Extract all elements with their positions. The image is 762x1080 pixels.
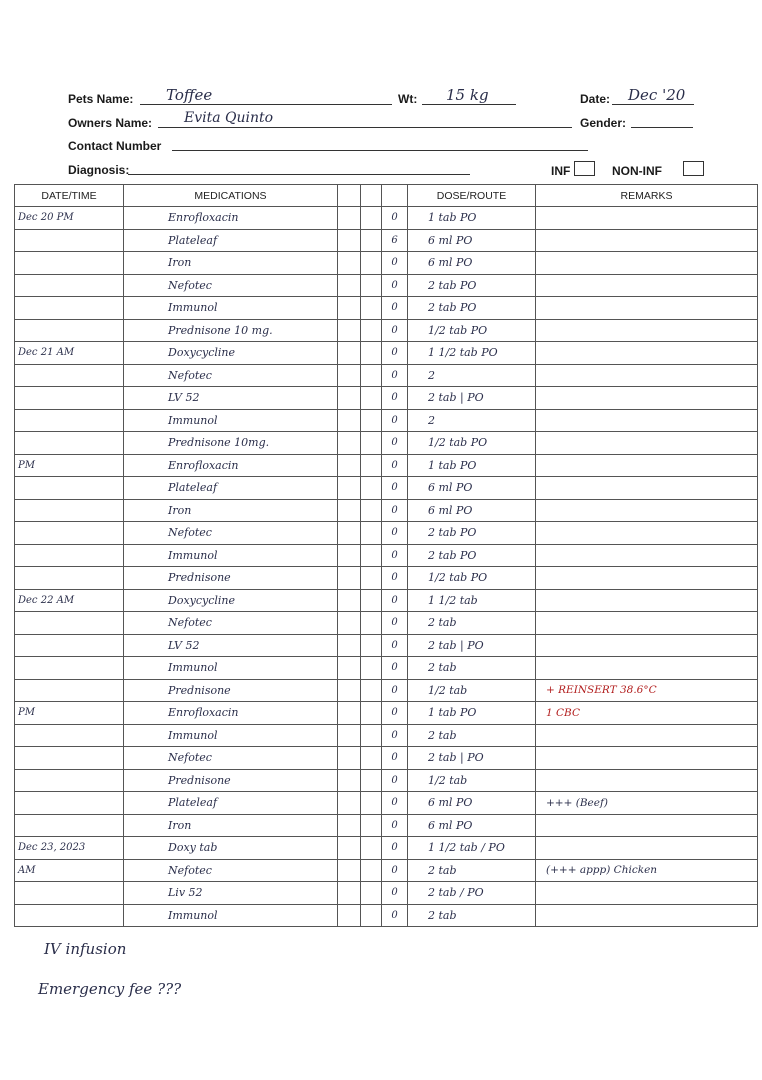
medication-cell[interactable]: Liv 52 xyxy=(124,882,338,905)
date-value[interactable]: Dec '20 xyxy=(628,86,686,104)
spacer-cell[interactable] xyxy=(338,589,361,612)
given-mark-cell[interactable]: 0 xyxy=(382,679,408,702)
non-inf-label: NON-INF xyxy=(612,164,662,178)
spacer-cell[interactable] xyxy=(361,229,382,252)
table-row xyxy=(15,252,758,275)
given-mark-cell[interactable]: 0 xyxy=(382,499,408,522)
medication-cell[interactable]: Iron xyxy=(124,499,338,522)
header-dose-route: DOSE/ROUTE xyxy=(408,185,536,207)
date-time-cell[interactable] xyxy=(15,319,124,342)
owners-name-value[interactable]: Evita Quinto xyxy=(184,110,274,126)
date-time-cell[interactable] xyxy=(15,432,124,455)
date-time-cell[interactable] xyxy=(15,882,124,905)
date-time-cell[interactable]: Dec 22 AM xyxy=(15,589,124,612)
date-time-cell[interactable]: AM xyxy=(15,859,124,882)
spacer-cell[interactable] xyxy=(338,567,361,590)
remarks-cell[interactable] xyxy=(536,769,758,792)
medication-cell[interactable]: LV 52 xyxy=(124,387,338,410)
table-body xyxy=(15,207,758,927)
remarks-cell[interactable]: 1 CBC xyxy=(536,702,758,725)
spacer-cell[interactable] xyxy=(338,769,361,792)
dose-route-cell[interactable]: 1/2 tab PO xyxy=(408,567,536,590)
given-mark-cell[interactable]: 0 xyxy=(382,904,408,927)
given-mark-cell[interactable]: 0 xyxy=(382,612,408,635)
dose-route-cell[interactable]: 1 1/2 tab / PO xyxy=(408,837,536,860)
gender-label: Gender: xyxy=(580,116,627,130)
remarks-cell[interactable] xyxy=(536,409,758,432)
remarks-cell[interactable] xyxy=(536,342,758,365)
given-mark-cell[interactable]: 0 xyxy=(382,319,408,342)
spacer-cell[interactable] xyxy=(361,567,382,590)
spacer-cell[interactable] xyxy=(361,904,382,927)
medication-cell[interactable]: Immunol xyxy=(124,297,338,320)
medication-cell[interactable]: Immunol xyxy=(124,657,338,680)
dose-route-cell[interactable]: 6 ml PO xyxy=(408,814,536,837)
date-time-cell[interactable] xyxy=(15,769,124,792)
spacer-cell[interactable] xyxy=(338,342,361,365)
spacer-cell[interactable] xyxy=(361,319,382,342)
dose-route-cell[interactable]: 6 ml PO xyxy=(408,477,536,500)
spacer-cell[interactable] xyxy=(338,882,361,905)
spacer-cell[interactable] xyxy=(338,409,361,432)
diagnosis-line xyxy=(128,174,470,175)
given-mark-cell[interactable]: 0 xyxy=(382,702,408,725)
medication-cell[interactable]: Plateleaf xyxy=(124,792,338,815)
medication-sheet xyxy=(14,184,758,927)
spacer-cell[interactable] xyxy=(338,207,361,230)
medication-cell[interactable]: Immunol xyxy=(124,409,338,432)
table-row xyxy=(15,409,758,432)
pets-name-value[interactable]: Toffee xyxy=(166,86,213,104)
date-time-cell[interactable]: PM xyxy=(15,702,124,725)
note-emergency-fee: Emergency fee ??? xyxy=(38,980,182,998)
table-row xyxy=(15,634,758,657)
dose-route-cell[interactable]: 6 ml PO xyxy=(408,252,536,275)
spacer-cell[interactable] xyxy=(338,837,361,860)
date-time-cell[interactable] xyxy=(15,499,124,522)
given-mark-cell[interactable]: 0 xyxy=(382,477,408,500)
date-time-cell[interactable]: Dec 23, 2023 xyxy=(15,837,124,860)
dose-route-cell[interactable]: 2 tab xyxy=(408,724,536,747)
table-row xyxy=(15,612,758,635)
spacer-cell[interactable] xyxy=(338,319,361,342)
medication-cell[interactable]: Prednisone 10mg. xyxy=(124,432,338,455)
weight-label: Wt: xyxy=(398,92,418,106)
dose-route-cell[interactable]: 2 xyxy=(408,364,536,387)
note-iv-infusion: IV infusion xyxy=(44,940,127,958)
table-header-row xyxy=(15,185,758,207)
remarks-cell[interactable] xyxy=(536,724,758,747)
given-mark-cell[interactable]: 0 xyxy=(382,387,408,410)
spacer-cell[interactable] xyxy=(338,274,361,297)
remarks-cell[interactable] xyxy=(536,747,758,770)
date-time-cell[interactable] xyxy=(15,252,124,275)
medication-cell[interactable]: Nefotec xyxy=(124,859,338,882)
spacer-cell[interactable] xyxy=(338,297,361,320)
table-row xyxy=(15,904,758,927)
spacer-cell[interactable] xyxy=(361,724,382,747)
date-time-cell[interactable] xyxy=(15,679,124,702)
dose-route-cell[interactable]: 1/2 tab PO xyxy=(408,432,536,455)
table-row xyxy=(15,859,758,882)
spacer-cell[interactable] xyxy=(338,477,361,500)
dose-route-cell[interactable]: 2 tab | PO xyxy=(408,387,536,410)
spacer-cell[interactable] xyxy=(361,747,382,770)
header-date-time: DATE/TIME xyxy=(15,185,124,207)
table-row xyxy=(15,769,758,792)
table-row xyxy=(15,274,758,297)
table-row xyxy=(15,297,758,320)
spacer-cell[interactable] xyxy=(361,342,382,365)
table-row xyxy=(15,567,758,590)
table-row xyxy=(15,724,758,747)
remarks-cell[interactable] xyxy=(536,904,758,927)
table-row xyxy=(15,589,758,612)
header-spacer-2 xyxy=(361,185,382,207)
given-mark-cell[interactable]: 0 xyxy=(382,814,408,837)
pets-name-line xyxy=(140,104,392,105)
remarks-cell[interactable] xyxy=(536,207,758,230)
inf-label: INF xyxy=(551,164,571,178)
pets-name-label: Pets Name: xyxy=(68,92,134,106)
table-row xyxy=(15,342,758,365)
spacer-cell[interactable] xyxy=(361,814,382,837)
spacer-cell[interactable] xyxy=(361,634,382,657)
medication-cell[interactable]: Nefotec xyxy=(124,612,338,635)
given-mark-cell[interactable]: 0 xyxy=(382,769,408,792)
spacer-cell[interactable] xyxy=(338,454,361,477)
table-row xyxy=(15,477,758,500)
remarks-cell[interactable] xyxy=(536,882,758,905)
table-row xyxy=(15,319,758,342)
owners-name-label: Owners Name: xyxy=(68,116,153,130)
spacer-cell[interactable] xyxy=(361,432,382,455)
given-mark-cell[interactable]: 0 xyxy=(382,454,408,477)
spacer-cell[interactable] xyxy=(361,207,382,230)
dose-route-cell[interactable]: 1/2 tab PO xyxy=(408,319,536,342)
remarks-cell[interactable]: + REINSERT 38.6°C xyxy=(536,679,758,702)
table-row xyxy=(15,454,758,477)
spacer-cell[interactable] xyxy=(338,679,361,702)
header-medications: MEDICATIONS xyxy=(124,185,338,207)
given-mark-cell[interactable]: 0 xyxy=(382,522,408,545)
given-mark-cell[interactable]: 0 xyxy=(382,432,408,455)
non-inf-checkbox[interactable] xyxy=(683,161,704,176)
given-mark-cell[interactable]: 0 xyxy=(382,274,408,297)
remarks-cell[interactable] xyxy=(536,364,758,387)
remarks-cell[interactable] xyxy=(536,634,758,657)
given-mark-cell[interactable]: 0 xyxy=(382,252,408,275)
dose-route-cell[interactable]: 2 xyxy=(408,409,536,432)
medication-cell[interactable]: Prednisone xyxy=(124,679,338,702)
table-row xyxy=(15,432,758,455)
medication-cell[interactable]: Immunol xyxy=(124,724,338,747)
spacer-cell[interactable] xyxy=(361,702,382,725)
medication-cell[interactable]: Doxycycline xyxy=(124,589,338,612)
dose-route-cell[interactable]: 1 tab PO xyxy=(408,454,536,477)
remarks-cell[interactable] xyxy=(536,814,758,837)
medication-cell[interactable]: Immunol xyxy=(124,544,338,567)
header-remarks: REMARKS xyxy=(536,185,758,207)
dose-route-cell[interactable]: 2 tab PO xyxy=(408,544,536,567)
remarks-cell[interactable] xyxy=(536,229,758,252)
remarks-cell[interactable] xyxy=(536,454,758,477)
table-row xyxy=(15,792,758,815)
dose-route-cell[interactable]: 6 ml PO xyxy=(408,792,536,815)
date-time-cell[interactable] xyxy=(15,544,124,567)
inf-checkbox[interactable] xyxy=(574,161,595,176)
remarks-cell[interactable] xyxy=(536,477,758,500)
date-time-cell[interactable] xyxy=(15,904,124,927)
table-row xyxy=(15,747,758,770)
spacer-cell[interactable] xyxy=(338,499,361,522)
dose-route-cell[interactable]: 2 tab | PO xyxy=(408,634,536,657)
medication-cell[interactable]: Prednisone 10 mg. xyxy=(124,319,338,342)
medication-cell[interactable]: Nefotec xyxy=(124,522,338,545)
owners-name-line xyxy=(158,127,572,128)
date-time-cell[interactable] xyxy=(15,409,124,432)
spacer-cell[interactable] xyxy=(338,612,361,635)
spacer-cell[interactable] xyxy=(361,544,382,567)
date-time-cell[interactable]: Dec 21 AM xyxy=(15,342,124,365)
medication-cell[interactable]: Plateleaf xyxy=(124,229,338,252)
spacer-cell[interactable] xyxy=(338,432,361,455)
spacer-cell[interactable] xyxy=(338,747,361,770)
table-row xyxy=(15,387,758,410)
remarks-cell[interactable] xyxy=(536,567,758,590)
remarks-cell[interactable] xyxy=(536,252,758,275)
dose-route-cell[interactable]: 2 tab xyxy=(408,657,536,680)
dose-route-cell[interactable]: 2 tab / PO xyxy=(408,882,536,905)
medication-cell[interactable]: Nefotec xyxy=(124,364,338,387)
medication-cell[interactable]: Enrofloxacin xyxy=(124,207,338,230)
date-time-cell[interactable] xyxy=(15,229,124,252)
medication-cell[interactable]: Enrofloxacin xyxy=(124,454,338,477)
given-mark-cell[interactable]: 0 xyxy=(382,792,408,815)
spacer-cell[interactable] xyxy=(361,837,382,860)
dose-route-cell[interactable]: 1 1/2 tab xyxy=(408,589,536,612)
given-mark-cell[interactable]: 0 xyxy=(382,859,408,882)
table-row xyxy=(15,499,758,522)
medication-cell[interactable]: Iron xyxy=(124,252,338,275)
contact-number-label: Contact Number xyxy=(68,139,162,153)
remarks-cell[interactable] xyxy=(536,544,758,567)
given-mark-cell[interactable]: 0 xyxy=(382,724,408,747)
date-time-cell[interactable] xyxy=(15,364,124,387)
spacer-cell[interactable] xyxy=(361,499,382,522)
given-mark-cell[interactable]: 0 xyxy=(382,207,408,230)
given-mark-cell[interactable]: 0 xyxy=(382,567,408,590)
remarks-cell[interactable] xyxy=(536,657,758,680)
spacer-cell[interactable] xyxy=(361,364,382,387)
dose-route-cell[interactable]: 2 tab PO xyxy=(408,522,536,545)
given-mark-cell[interactable]: 0 xyxy=(382,409,408,432)
gender-line xyxy=(631,127,693,128)
date-time-cell[interactable] xyxy=(15,657,124,680)
remarks-cell[interactable]: +++ (Beef) xyxy=(536,792,758,815)
spacer-cell[interactable] xyxy=(338,724,361,747)
spacer-cell[interactable] xyxy=(338,904,361,927)
date-label: Date: xyxy=(580,92,611,106)
date-time-cell[interactable] xyxy=(15,274,124,297)
table-row xyxy=(15,207,758,230)
dose-route-cell[interactable]: 1 tab PO xyxy=(408,702,536,725)
given-mark-cell[interactable]: 0 xyxy=(382,589,408,612)
spacer-cell[interactable] xyxy=(361,274,382,297)
remarks-cell[interactable] xyxy=(536,499,758,522)
spacer-cell[interactable] xyxy=(338,657,361,680)
spacer-cell[interactable] xyxy=(361,409,382,432)
spacer-cell[interactable] xyxy=(361,589,382,612)
dose-route-cell[interactable]: 6 ml PO xyxy=(408,229,536,252)
date-line xyxy=(612,104,694,105)
remarks-cell[interactable] xyxy=(536,274,758,297)
spacer-cell[interactable] xyxy=(361,522,382,545)
spacer-cell[interactable] xyxy=(361,297,382,320)
spacer-cell[interactable] xyxy=(361,252,382,275)
medication-cell[interactable]: Plateleaf xyxy=(124,477,338,500)
date-time-cell[interactable]: Dec 20 PM xyxy=(15,207,124,230)
date-time-cell[interactable]: PM xyxy=(15,454,124,477)
spacer-cell[interactable] xyxy=(361,657,382,680)
dose-route-cell[interactable]: 1/2 tab xyxy=(408,679,536,702)
spacer-cell[interactable] xyxy=(338,544,361,567)
medication-cell[interactable]: Immunol xyxy=(124,904,338,927)
spacer-cell[interactable] xyxy=(361,679,382,702)
given-mark-cell[interactable]: 0 xyxy=(382,882,408,905)
spacer-cell[interactable] xyxy=(361,454,382,477)
remarks-cell[interactable] xyxy=(536,319,758,342)
spacer-cell[interactable] xyxy=(361,769,382,792)
weight-line xyxy=(422,104,516,105)
table-row xyxy=(15,702,758,725)
table-row xyxy=(15,657,758,680)
table-row xyxy=(15,882,758,905)
date-time-cell[interactable] xyxy=(15,724,124,747)
spacer-cell[interactable] xyxy=(338,522,361,545)
dose-route-cell[interactable]: 6 ml PO xyxy=(408,499,536,522)
weight-value[interactable]: 15 kg xyxy=(446,86,489,104)
dose-route-cell[interactable]: 2 tab PO xyxy=(408,274,536,297)
given-mark-cell[interactable]: 0 xyxy=(382,342,408,365)
dose-route-cell[interactable]: 2 tab xyxy=(408,859,536,882)
table-row xyxy=(15,522,758,545)
dose-route-cell[interactable]: 2 tab | PO xyxy=(408,747,536,770)
header-spacer-3 xyxy=(382,185,408,207)
table-row xyxy=(15,544,758,567)
spacer-cell[interactable] xyxy=(338,792,361,815)
medication-cell[interactable]: Prednisone xyxy=(124,769,338,792)
spacer-cell[interactable] xyxy=(338,859,361,882)
medication-cell[interactable]: Doxy tab xyxy=(124,837,338,860)
remarks-cell[interactable] xyxy=(536,522,758,545)
spacer-cell[interactable] xyxy=(361,477,382,500)
given-mark-cell[interactable]: 0 xyxy=(382,364,408,387)
spacer-cell[interactable] xyxy=(361,387,382,410)
date-time-cell[interactable] xyxy=(15,387,124,410)
medication-cell[interactable]: Enrofloxacin xyxy=(124,702,338,725)
dose-route-cell[interactable]: 2 tab xyxy=(408,904,536,927)
dose-route-cell[interactable]: 1 tab PO xyxy=(408,207,536,230)
medication-cell[interactable]: Doxycycline xyxy=(124,342,338,365)
dose-route-cell[interactable]: 2 tab PO xyxy=(408,297,536,320)
given-mark-cell[interactable]: 6 xyxy=(382,229,408,252)
medication-cell[interactable]: Iron xyxy=(124,814,338,837)
table-row xyxy=(15,814,758,837)
spacer-cell[interactable] xyxy=(338,229,361,252)
table-row xyxy=(15,229,758,252)
date-time-cell[interactable] xyxy=(15,814,124,837)
given-mark-cell[interactable]: 0 xyxy=(382,544,408,567)
spacer-cell[interactable] xyxy=(338,702,361,725)
date-time-cell[interactable] xyxy=(15,297,124,320)
medication-cell[interactable]: LV 52 xyxy=(124,634,338,657)
date-time-cell[interactable] xyxy=(15,522,124,545)
date-time-cell[interactable] xyxy=(15,634,124,657)
given-mark-cell[interactable]: 0 xyxy=(382,747,408,770)
date-time-cell[interactable] xyxy=(15,567,124,590)
spacer-cell[interactable] xyxy=(361,882,382,905)
diagnosis-label: Diagnosis: xyxy=(68,163,130,177)
spacer-cell[interactable] xyxy=(338,814,361,837)
date-time-cell[interactable] xyxy=(15,477,124,500)
date-time-cell[interactable] xyxy=(15,747,124,770)
given-mark-cell[interactable]: 0 xyxy=(382,297,408,320)
medication-cell[interactable]: Prednisone xyxy=(124,567,338,590)
given-mark-cell[interactable]: 0 xyxy=(382,837,408,860)
table-row xyxy=(15,837,758,860)
medication-cell[interactable]: Nefotec xyxy=(124,274,338,297)
remarks-cell[interactable] xyxy=(536,837,758,860)
spacer-cell[interactable] xyxy=(361,859,382,882)
remarks-cell[interactable] xyxy=(536,297,758,320)
spacer-cell[interactable] xyxy=(361,612,382,635)
remarks-cell[interactable] xyxy=(536,612,758,635)
contact-number-line xyxy=(172,150,588,151)
remarks-cell[interactable] xyxy=(536,589,758,612)
dose-route-cell[interactable]: 1 1/2 tab PO xyxy=(408,342,536,365)
spacer-cell[interactable] xyxy=(338,252,361,275)
spacer-cell[interactable] xyxy=(338,387,361,410)
header-spacer-1 xyxy=(338,185,361,207)
spacer-cell[interactable] xyxy=(361,792,382,815)
dose-route-cell[interactable]: 1/2 tab xyxy=(408,769,536,792)
remarks-cell[interactable]: (+++ appp) Chicken xyxy=(536,859,758,882)
medication-cell[interactable]: Nefotec xyxy=(124,747,338,770)
remarks-cell[interactable] xyxy=(536,387,758,410)
date-time-cell[interactable] xyxy=(15,792,124,815)
given-mark-cell[interactable]: 0 xyxy=(382,657,408,680)
spacer-cell[interactable] xyxy=(338,364,361,387)
dose-route-cell[interactable]: 2 tab xyxy=(408,612,536,635)
date-time-cell[interactable] xyxy=(15,612,124,635)
remarks-cell[interactable] xyxy=(536,432,758,455)
table-row xyxy=(15,679,758,702)
spacer-cell[interactable] xyxy=(338,634,361,657)
given-mark-cell[interactable]: 0 xyxy=(382,634,408,657)
table-row xyxy=(15,364,758,387)
